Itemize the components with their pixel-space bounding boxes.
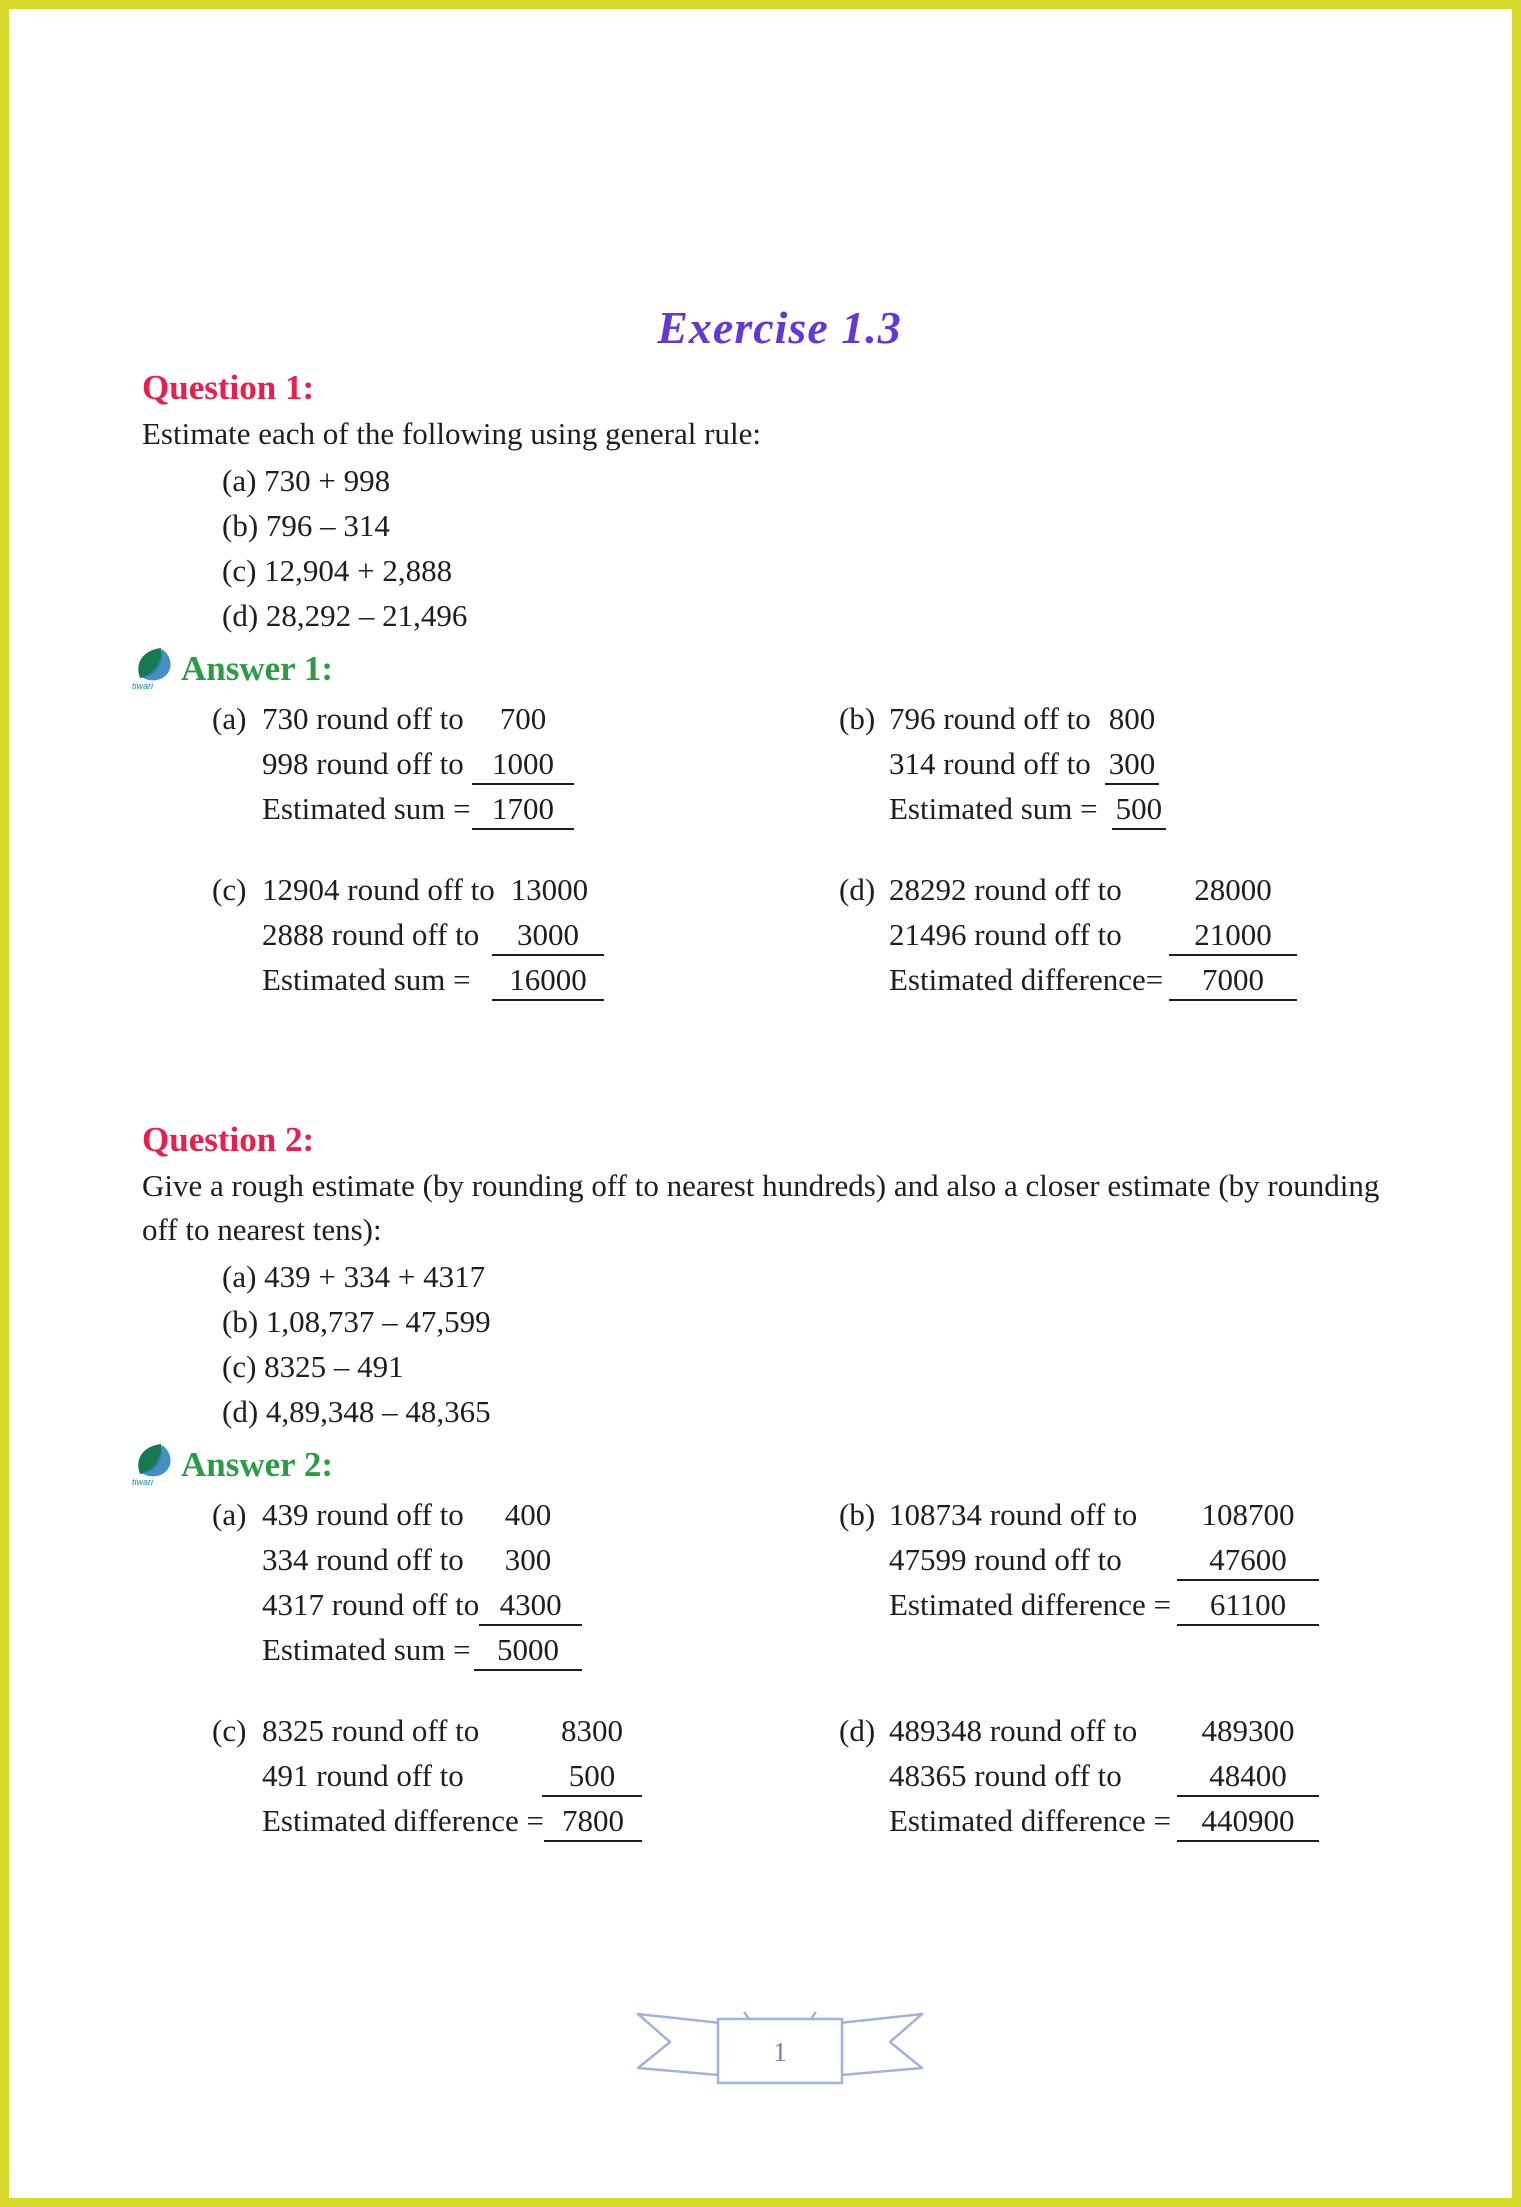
answer-value: 21000: [1169, 916, 1297, 956]
answer2-heading: Answer 2:: [181, 1445, 333, 1484]
answer1-block-d: [839, 867, 1297, 1002]
tiwari-leaf-logo-icon: [130, 1442, 176, 1488]
item-label: (b): [839, 701, 876, 736]
answer1-block-c: [212, 867, 604, 1002]
answer-row: [212, 1627, 582, 1672]
answer-row: [212, 1537, 582, 1582]
answer-value: 500: [542, 1757, 642, 1797]
answer-value: 1000: [472, 745, 574, 785]
answer-value: 1700: [472, 790, 574, 830]
question2-intro: Give a rough estimate (by rounding off to nearest hundreds) and also a closer estimate (by rounding off to nearest tens):: [142, 1168, 1380, 1247]
answer-value: 108700: [1201, 1497, 1295, 1532]
answer-value: 47600: [1177, 1541, 1319, 1581]
answer-row: [839, 1582, 1319, 1627]
answer-text: Estimated sum =: [262, 1632, 471, 1667]
answer-value: 61100: [1177, 1586, 1319, 1626]
answer-value: 500: [1112, 790, 1167, 830]
ribbon-left-tail: [638, 2014, 730, 2076]
answer-row: [839, 696, 1166, 741]
answer-row: [212, 696, 574, 741]
answer2-column-left: [212, 1492, 839, 1672]
answer-text: Estimated sum =: [262, 962, 471, 997]
page-number: 1: [772, 2037, 787, 2067]
item-label: (b): [839, 1497, 876, 1532]
answer-row: [839, 1753, 1319, 1798]
answer-row: [839, 1537, 1319, 1582]
answer1-row-1: [212, 696, 1417, 831]
logo-text: tiwari: [132, 1477, 154, 1487]
item-label: (c): [212, 1713, 247, 1748]
answer-value: 16000: [492, 961, 604, 1001]
answer-text: Estimated difference =: [889, 1587, 1172, 1622]
answer-text: 730 round off to: [262, 701, 464, 736]
answer-value: 489300: [1201, 1713, 1295, 1748]
answer-text: Estimated difference=: [889, 962, 1164, 997]
answer-value: 48400: [1177, 1757, 1319, 1797]
answer2-column-right: [839, 1492, 1319, 1672]
answer-value: 4300: [479, 1586, 582, 1626]
page-title: Exercise 1.3: [657, 302, 902, 353]
answer-row: [212, 867, 604, 912]
list-item: (a) 439 + 334 + 4317: [222, 1259, 486, 1294]
answer-row: [839, 786, 1166, 831]
answer2-block-d: [839, 1708, 1319, 1843]
page-footer: [142, 2006, 1417, 2094]
answer2-block-a: [212, 1492, 582, 1672]
answer1-column-left: [212, 867, 839, 1002]
answer-row: [212, 1753, 642, 1798]
answer-text: 796 round off to: [889, 701, 1091, 736]
question1-items: [142, 458, 1417, 638]
answer-text: 8325 round off to: [262, 1713, 480, 1748]
answer-row: [212, 912, 604, 957]
answer-value: 7800: [544, 1802, 642, 1842]
answer-row: [839, 1708, 1319, 1753]
answer-text: 491 round off to: [262, 1758, 464, 1793]
answer-text: 439 round off to: [262, 1497, 464, 1532]
tiwari-leaf-logo-icon: [130, 646, 176, 692]
answer-value: 440900: [1177, 1802, 1319, 1842]
answer-text: 21496 round off to: [889, 917, 1122, 952]
item-label: (a): [212, 701, 247, 736]
answer-value: 8300: [561, 1713, 623, 1748]
answer-text: 108734 round off to: [889, 1497, 1138, 1532]
answer-text: 334 round off to: [262, 1542, 464, 1577]
answer-text: 48365 round off to: [889, 1758, 1122, 1793]
answer-value: 13000: [510, 872, 589, 907]
answer-value: 700: [499, 701, 547, 736]
answer-text: Estimated difference =: [889, 1803, 1172, 1838]
answer-row: [839, 1492, 1319, 1537]
answer-row: [212, 1582, 582, 1627]
answer2-column-left: [212, 1708, 839, 1843]
answer-row: [839, 741, 1166, 786]
answer2-row-1: [212, 1492, 1417, 1672]
item-label: (a): [212, 1497, 247, 1532]
answer2-block-b: [839, 1492, 1319, 1627]
question1-heading: Question 1:: [142, 368, 315, 407]
answer-row: [212, 786, 574, 831]
answer2-heading-row: [130, 1442, 1417, 1488]
logo-text: tiwari: [132, 681, 154, 691]
answer-value: 28000: [1194, 872, 1272, 907]
item-label: (c): [212, 872, 247, 907]
answer-text: 28292 round off to: [889, 872, 1122, 907]
answer-text: Estimated difference =: [262, 1803, 545, 1838]
answer-text: 12904 round off to: [262, 872, 495, 907]
list-item: (d) 28,292 – 21,496: [222, 598, 468, 633]
answer1-column-right: [839, 696, 1166, 831]
answer-text: 489348 round off to: [889, 1713, 1138, 1748]
page-number-ribbon: [630, 2006, 930, 2094]
answer-value: 300: [504, 1542, 552, 1577]
answer-value: 5000: [474, 1631, 582, 1671]
answer1-heading: Answer 1:: [181, 649, 333, 688]
answer-text: Estimated sum =: [262, 791, 471, 826]
answer-text: 2888 round off to: [262, 917, 480, 952]
question2-items: [142, 1254, 1417, 1434]
ribbon-right-tail: [830, 2014, 922, 2076]
answer-text: 998 round off to: [262, 746, 464, 781]
answer-value: 300: [1105, 745, 1160, 785]
answer-value: 800: [1108, 701, 1156, 736]
answer-row: [839, 1798, 1319, 1843]
answer-text: 47599 round off to: [889, 1542, 1122, 1577]
answer-row: [212, 741, 574, 786]
answer-row: [212, 1492, 582, 1537]
question1-intro: Estimate each of the following using general rule:: [142, 416, 761, 451]
answer1-column-right: [839, 867, 1297, 1002]
answer1-column-left: [212, 696, 839, 831]
answer2-column-right: [839, 1708, 1319, 1843]
answer2-row-2: [212, 1708, 1417, 1843]
item-label: (d): [839, 1713, 876, 1748]
list-item: (b) 1,08,737 – 47,599: [222, 1304, 491, 1339]
page-content: [9, 301, 1512, 2094]
list-item: (c) 12,904 + 2,888: [222, 553, 453, 588]
answer1-row-2: [212, 867, 1417, 1002]
answer-row: [839, 957, 1297, 1002]
answer-row: [212, 1708, 642, 1753]
answer-text: Estimated sum =: [889, 791, 1098, 826]
list-item: (d) 4,89,348 – 48,365: [222, 1394, 491, 1429]
answer-text: 4317 round off to: [262, 1587, 480, 1622]
answer1-block-a: [212, 696, 574, 831]
answer-row: [839, 912, 1297, 957]
answer-row: [839, 867, 1297, 912]
answer1-block-b: [839, 696, 1166, 831]
list-item: (b) 796 – 314: [222, 508, 390, 543]
list-item: (c) 8325 – 491: [222, 1349, 404, 1384]
answer-value: 400: [504, 1497, 552, 1532]
answer-row: [212, 1798, 642, 1843]
answer-row: [212, 957, 604, 1002]
answer2-block-c: [212, 1708, 642, 1843]
answer1-heading-row: [130, 646, 1417, 692]
answer-value: 3000: [492, 916, 604, 956]
answer-text: 314 round off to: [889, 746, 1091, 781]
answer-value: 7000: [1169, 961, 1297, 1001]
item-label: (d): [839, 872, 876, 907]
question2-heading: Question 2:: [142, 1120, 315, 1159]
list-item: (a) 730 + 998: [222, 463, 391, 498]
